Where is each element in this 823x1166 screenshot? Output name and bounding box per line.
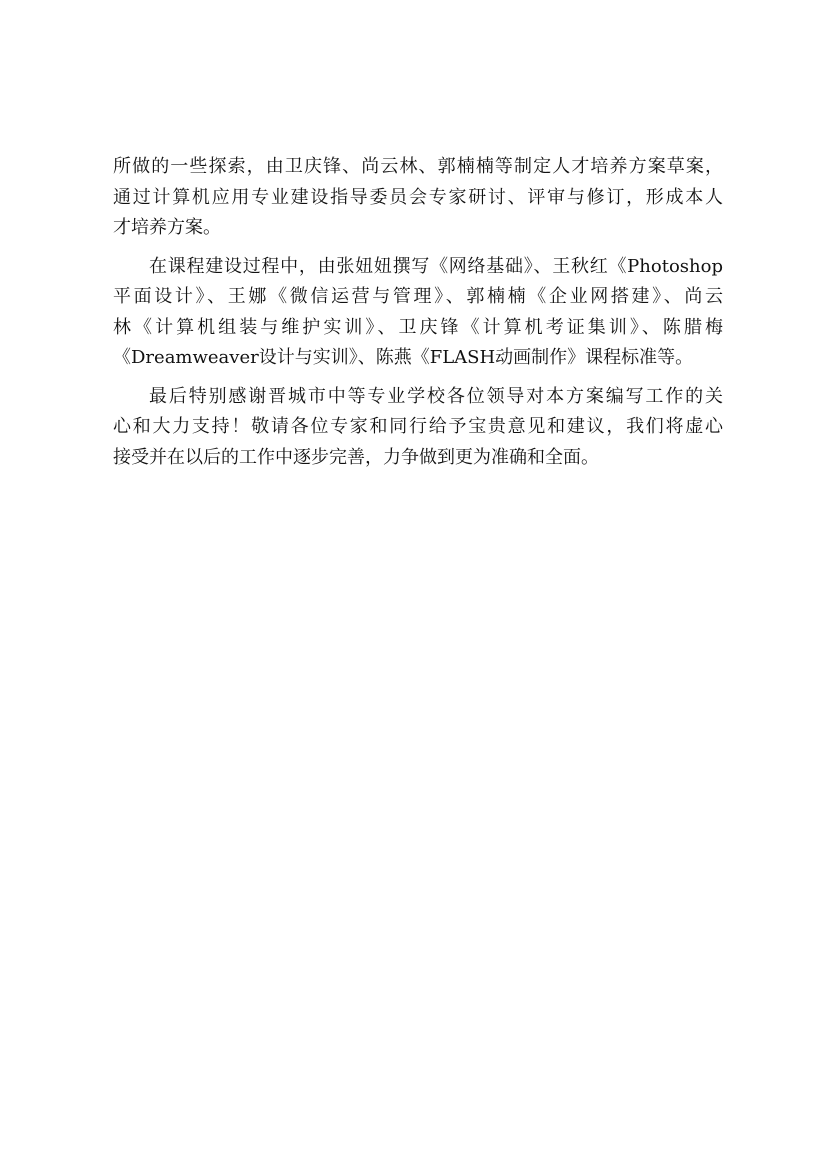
text-line: 最后特别感谢晋城市中等专业学校各位领导对本方案编写工作的关 xyxy=(149,385,723,407)
text-line: 《Dreamweaver设计与实训》、陈燕《FLASH动画制作》课程标准等。 xyxy=(113,347,694,368)
text-line: 所做的一些探索，由卫庆锋、尚云林、郭楠楠等制定人才培养方案草案， xyxy=(113,156,723,177)
text-line: 通过计算机应用专业建设指导委员会专家研讨、评审与修订，形成本人 xyxy=(113,186,723,208)
text-line: 林《计算机组装与维护实训》、卫庆锋《计算机考证集训》、陈腊梅 xyxy=(113,316,723,338)
paragraph-course-construction xyxy=(113,252,723,374)
paragraph-intro-continuation xyxy=(113,152,723,244)
text-line: 在课程建设过程中，由张妞妞撰写《网络基础》、王秋红《Photoshop xyxy=(149,255,723,277)
text-line: 才培养方案。 xyxy=(113,217,221,238)
text-line: 心和大力支持！敬请各位专家和同行给予宝贵意见和建议，我们将虚心 xyxy=(113,416,723,437)
text-line: 平面设计》、王娜《微信运营与管理》、郭楠楠《企业网搭建》、尚云 xyxy=(113,286,723,307)
paragraph-acknowledgement xyxy=(113,382,723,474)
document-body xyxy=(113,152,723,481)
text-line: 接受并在以后的工作中逐步完善，力争做到更为准确和全面。 xyxy=(113,446,599,468)
